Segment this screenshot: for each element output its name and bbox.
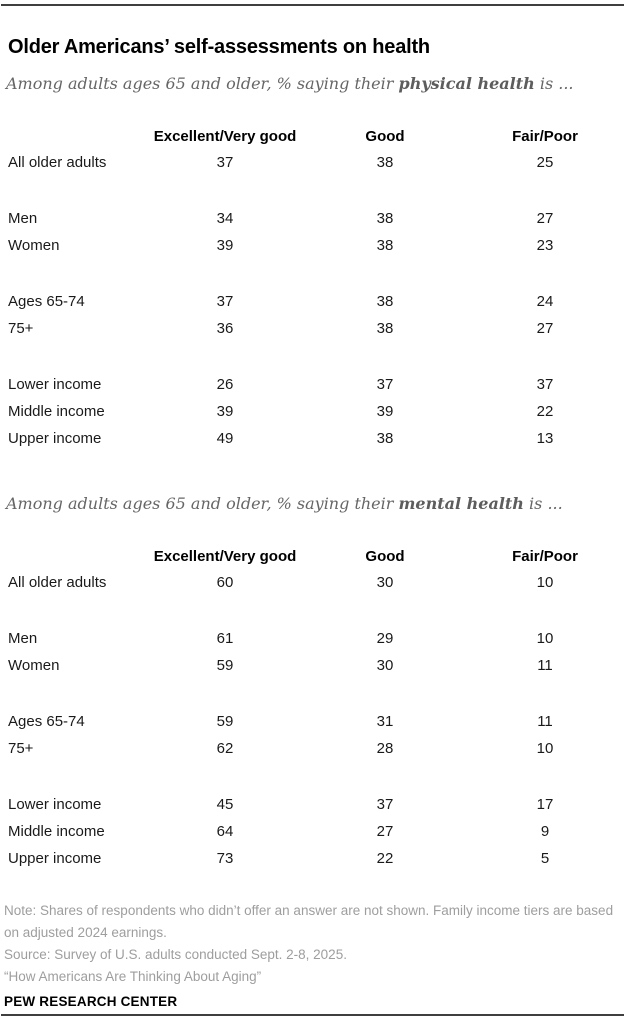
row-label: Women xyxy=(8,657,60,674)
value-cell: 5 xyxy=(540,850,550,867)
row-label: All older adults xyxy=(8,154,107,171)
row-label: Lower income xyxy=(8,796,102,813)
value-cell: 26 xyxy=(216,376,234,393)
table-row xyxy=(0,569,625,596)
value-cell: 38 xyxy=(376,320,394,337)
column-header: Excellent/Very good xyxy=(153,127,297,145)
value-cell: 49 xyxy=(216,430,234,447)
row-label: 75+ xyxy=(8,740,34,757)
value-cell: 30 xyxy=(376,574,394,591)
value-cell: 34 xyxy=(216,210,234,227)
value-cell: 61 xyxy=(216,630,234,647)
value-cell: 30 xyxy=(376,657,394,674)
row-label: Lower income xyxy=(8,376,102,393)
footer-notes xyxy=(4,900,618,988)
value-cell: 37 xyxy=(216,293,234,310)
value-cell: 38 xyxy=(376,154,394,171)
value-cell: 23 xyxy=(536,237,554,254)
value-cell: 73 xyxy=(216,850,234,867)
table-row xyxy=(0,371,625,398)
row-label: Upper income xyxy=(8,430,102,447)
bottom-divider xyxy=(1,1014,624,1016)
row-group xyxy=(0,149,625,176)
top-divider xyxy=(1,4,624,6)
table-row xyxy=(0,205,625,232)
value-cell: 37 xyxy=(536,376,554,393)
table-body xyxy=(0,569,625,872)
table-row xyxy=(0,735,625,762)
source-text: Source: Survey of U.S. adults conducted Sept. 2-8, 2025. xyxy=(4,947,347,962)
column-header: Excellent/Very good xyxy=(153,547,297,565)
row-label: Ages 65-74 xyxy=(8,713,85,730)
row-label: Women xyxy=(8,237,60,254)
row-label: Middle income xyxy=(8,403,105,420)
mental-health-table xyxy=(0,547,625,872)
value-cell: 11 xyxy=(537,713,553,730)
row-group xyxy=(0,288,625,342)
subtitle-mental-health xyxy=(6,494,619,514)
value-cell: 45 xyxy=(216,796,234,813)
row-group xyxy=(0,569,625,596)
value-cell: 27 xyxy=(536,320,554,337)
subtitle-suffix: is ... xyxy=(534,74,574,93)
value-cell: 10 xyxy=(536,740,554,757)
row-label: Ages 65-74 xyxy=(8,293,85,310)
subtitle-physical-health xyxy=(6,74,619,94)
row-label: Middle income xyxy=(8,823,105,840)
value-cell: 38 xyxy=(376,293,394,310)
subtitle-suffix: is ... xyxy=(523,494,563,513)
value-cell: 10 xyxy=(536,630,554,647)
table-body xyxy=(0,149,625,452)
org-name: PEW RESEARCH CENTER xyxy=(4,994,178,1009)
value-cell: 62 xyxy=(216,740,234,757)
value-cell: 39 xyxy=(216,403,234,420)
value-cell: 31 xyxy=(376,713,394,730)
value-cell: 37 xyxy=(376,376,394,393)
column-header: Good xyxy=(365,127,405,145)
table-row xyxy=(0,845,625,872)
row-group xyxy=(0,791,625,872)
value-cell: 17 xyxy=(536,796,554,813)
value-cell: 29 xyxy=(376,630,394,647)
value-cell: 59 xyxy=(216,657,234,674)
table-row xyxy=(0,652,625,679)
value-cell: 25 xyxy=(536,154,554,171)
value-cell: 28 xyxy=(376,740,394,757)
value-cell: 38 xyxy=(376,237,394,254)
value-cell: 13 xyxy=(536,430,554,447)
row-group xyxy=(0,708,625,762)
table-row xyxy=(0,398,625,425)
value-cell: 64 xyxy=(216,823,234,840)
value-cell: 36 xyxy=(216,320,234,337)
table-row xyxy=(0,425,625,452)
row-group xyxy=(0,625,625,679)
subtitle-emphasis: physical health xyxy=(398,74,535,93)
column-header: Fair/Poor xyxy=(512,547,578,565)
value-cell: 22 xyxy=(376,850,394,867)
value-cell: 60 xyxy=(216,574,234,591)
subtitle-prefix: Among adults ages 65 and older, % saying their xyxy=(6,74,399,93)
table-row xyxy=(0,288,625,315)
value-cell: 11 xyxy=(537,657,553,674)
row-label: Upper income xyxy=(8,850,102,867)
table-row xyxy=(0,149,625,176)
table-header-row xyxy=(0,547,625,565)
physical-health-table xyxy=(0,127,625,452)
value-cell: 24 xyxy=(536,293,554,310)
table-row xyxy=(0,315,625,342)
value-cell: 27 xyxy=(536,210,554,227)
table-row xyxy=(0,625,625,652)
row-group xyxy=(0,205,625,259)
value-cell: 10 xyxy=(536,574,554,591)
value-cell: 9 xyxy=(540,823,550,840)
note-text: Note: Shares of respondents who didn’t offer an answer are not shown. Family income tiers are based on adjusted 2024 earnings. xyxy=(4,903,614,940)
value-cell: 37 xyxy=(216,154,234,171)
value-cell: 38 xyxy=(376,430,394,447)
row-label: All older adults xyxy=(8,574,107,591)
row-group xyxy=(0,371,625,452)
value-cell: 22 xyxy=(536,403,554,420)
table-header-row xyxy=(0,127,625,145)
row-label: Men xyxy=(8,630,38,647)
report-title-text: “How Americans Are Thinking About Aging” xyxy=(4,969,262,984)
table-row xyxy=(0,232,625,259)
table-row xyxy=(0,818,625,845)
column-header: Good xyxy=(365,547,405,565)
row-label: Men xyxy=(8,210,38,227)
value-cell: 59 xyxy=(216,713,234,730)
subtitle-prefix: Among adults ages 65 and older, % saying their xyxy=(6,494,399,513)
value-cell: 39 xyxy=(216,237,234,254)
page-title: Older Americans’ self-assessments on health xyxy=(8,36,430,58)
value-cell: 38 xyxy=(376,210,394,227)
value-cell: 39 xyxy=(376,403,394,420)
table-row xyxy=(0,708,625,735)
row-label: 75+ xyxy=(8,320,34,337)
value-cell: 37 xyxy=(376,796,394,813)
subtitle-emphasis: mental health xyxy=(398,494,524,513)
column-header: Fair/Poor xyxy=(512,127,578,145)
table-row xyxy=(0,791,625,818)
value-cell: 27 xyxy=(376,823,394,840)
